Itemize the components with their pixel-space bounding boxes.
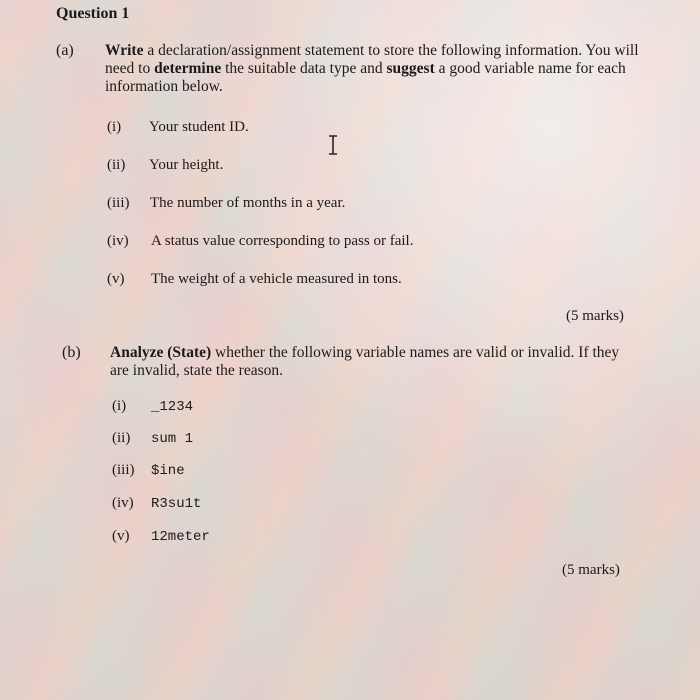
part-a-item-num: (i) xyxy=(107,119,122,135)
part-a-text-1: a declaration/assignment statement to store the following information. You will need to xyxy=(105,42,639,77)
part-a-bold-write: Write xyxy=(105,42,144,59)
part-a-item-text: A status value corresponding to pass or fail. xyxy=(151,233,414,249)
part-b-instruction xyxy=(110,344,640,380)
part-b-bold-analyze: Analyze (State) xyxy=(110,344,212,361)
part-a-label: (a) xyxy=(56,42,74,59)
part-b-marks: (5 marks) xyxy=(562,562,620,578)
part-a-item-num: (ii) xyxy=(107,157,126,173)
part-b-label: (b) xyxy=(62,344,81,361)
part-a-item-text: The number of months in a year. xyxy=(150,195,346,211)
part-a-marks: (5 marks) xyxy=(566,308,624,324)
part-a-text-3: a good variable name for each information below. xyxy=(105,60,626,95)
part-a-text-2: the suitable data type and xyxy=(221,60,387,77)
part-a-item-num: (iii) xyxy=(107,195,130,211)
part-b-item-code: sum 1 xyxy=(151,431,194,447)
part-b-item-code: R3su1t xyxy=(151,496,202,512)
part-a-instruction xyxy=(105,42,645,96)
part-b-item-num: (iv) xyxy=(112,495,134,511)
part-b-item-code: $ine xyxy=(151,463,185,479)
part-a-item-text: Your height. xyxy=(149,157,224,173)
part-a-bold-determine: determine xyxy=(154,60,222,77)
part-a-item-text: The weight of a vehicle measured in tons. xyxy=(151,271,402,287)
part-b-item-code: 12meter xyxy=(151,529,210,545)
part-b-item-code: _1234 xyxy=(151,399,194,415)
part-b-item-num: (i) xyxy=(112,398,127,414)
part-b-text: whether the following variable names are valid or invalid. If they are invalid, state the reason. xyxy=(110,344,620,379)
question-title: Question 1 xyxy=(56,5,130,22)
part-b-item-num: (iii) xyxy=(112,462,135,478)
part-a-item-num: (v) xyxy=(107,271,125,287)
part-a-item-text: Your student ID. xyxy=(149,119,249,135)
part-b-item-num: (ii) xyxy=(112,430,131,446)
part-a-bold-suggest: suggest xyxy=(386,60,435,77)
part-b-item-num: (v) xyxy=(112,528,130,544)
part-a-item-num: (iv) xyxy=(107,233,129,249)
text-cursor-icon xyxy=(326,135,340,155)
